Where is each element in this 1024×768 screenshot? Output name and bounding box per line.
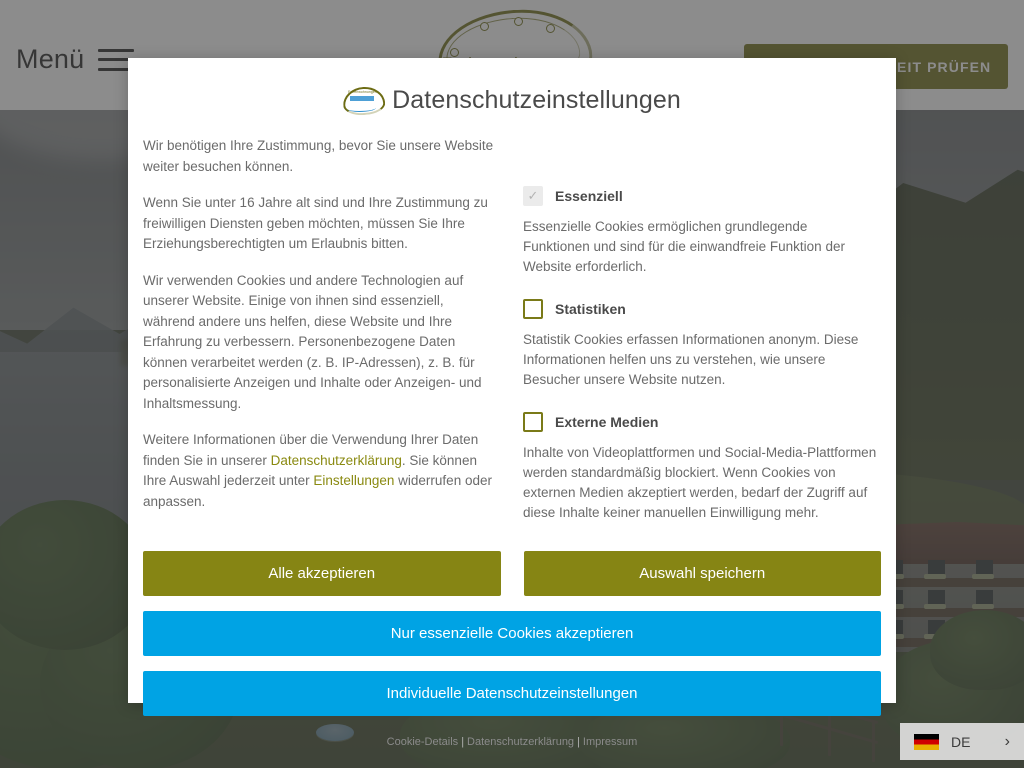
consent-description-externe-medien: Inhalte von Videoplattformen und Social-Media-Plattformen werden standardmäßig blockiert. Wenn Cookies von externen Medien akzeptiert werden, bedarf der Zugriff auf diese Inhalte keiner manuellen Einwilligung mehr. [523, 445, 877, 520]
dialog-logo-icon: Ferienwohnungen [343, 87, 381, 113]
language-switcher[interactable] [900, 723, 1024, 760]
settings-link[interactable]: Einstellungen [313, 473, 395, 488]
save-selection-button[interactable]: Auswahl speichern [524, 551, 882, 596]
checkbox-externe-medien[interactable] [523, 412, 543, 432]
consent-group-essenziell [523, 186, 877, 277]
intro-paragraph-4 [143, 430, 495, 512]
footer-separator: | [461, 736, 465, 748]
consent-description-statistiken: Statistik Cookies erfassen Informationen anonym. Diese Informationen helfen uns zu verstehen, wie unsere Besucher unsere Website nutzen. [523, 332, 859, 387]
consent-group-externe-medien [523, 412, 877, 523]
dialog-intro-column [143, 136, 495, 523]
privacy-policy-link[interactable]: Datenschutzerklärung [270, 452, 402, 468]
footer-privacy-policy-link[interactable]: Datenschutzerklärung [467, 736, 575, 748]
checkbox-statistiken[interactable] [523, 299, 543, 319]
intro-paragraph-1: Wir benötigen Ihre Zustimmung, bevor Sie unsere Website weiter besuchen können. [143, 138, 494, 174]
consent-header-essenziell [523, 186, 877, 206]
dialog-title: Datenschutzeinstellungen [392, 85, 681, 114]
dialog-header [128, 58, 896, 122]
individual-settings-button[interactable]: Individuelle Datenschutzeinstellungen [143, 671, 881, 716]
dialog-body [128, 122, 896, 523]
consent-options-column [523, 136, 877, 523]
footer-separator: | [577, 736, 580, 748]
consent-label-externe-medien: Externe Medien [555, 414, 659, 430]
imprint-link[interactable]: Impressum [582, 736, 638, 748]
accept-all-button[interactable]: Alle akzeptieren [143, 551, 501, 596]
dialog-footer-links [128, 716, 896, 748]
language-code: DE [951, 733, 971, 750]
intro-p4-before: Weitere Informationen über die Verwendung Ihrer Daten finden Sie in unserer [143, 432, 479, 468]
consent-description-essenziell: Essenzielle Cookies ermöglichen grundlegende Funktionen und sind für die einwandfreie Funktion der Website erforderlich. [523, 219, 845, 274]
consent-label-statistiken: Statistiken [555, 301, 626, 317]
essential-only-button[interactable]: Nur essenzielle Cookies akzeptieren [143, 611, 881, 656]
intro-p4-after: widerrufen oder anpassen. [143, 473, 492, 509]
intro-paragraph-3: Wir verwenden Cookies und andere Technologien auf unserer Website. Einige von ihnen sind essenziell, während andere uns helfen, diese Website und Ihre Erfahrung zu verbessern. Personenbezogene Daten können verarbeitet werden (z. B. IP-Adressen), z. B. für personalisierte Anzeigen und Inhalte oder Anzeigen- und Inhaltsmessung. [143, 272, 482, 411]
privacy-settings-dialog [128, 58, 896, 748]
primary-button-row [128, 523, 896, 596]
flag-de-icon [914, 734, 939, 750]
consent-header-externe-medien [523, 412, 877, 432]
chevron-right-icon: › [1004, 732, 1010, 750]
intro-paragraph-2: Wenn Sie unter 16 Jahre alt sind und Ihre Zustimmung zu freiwilligen Diensten geben möchten, müssen Sie Ihre Erziehungsberechtigten um Erlaubnis bitten. [143, 195, 488, 251]
consent-header-statistiken [523, 299, 877, 319]
consent-label-essenziell: Essenziell [555, 188, 623, 204]
consent-group-statistiken [523, 299, 877, 390]
cookie-details-link[interactable]: Cookie-Details [386, 736, 459, 748]
secondary-button-area [128, 611, 896, 716]
intro-p4-middle: . Sie können Ihre Auswahl jederzeit unter [143, 452, 477, 488]
checkbox-essenziell: ✓ [523, 186, 543, 206]
